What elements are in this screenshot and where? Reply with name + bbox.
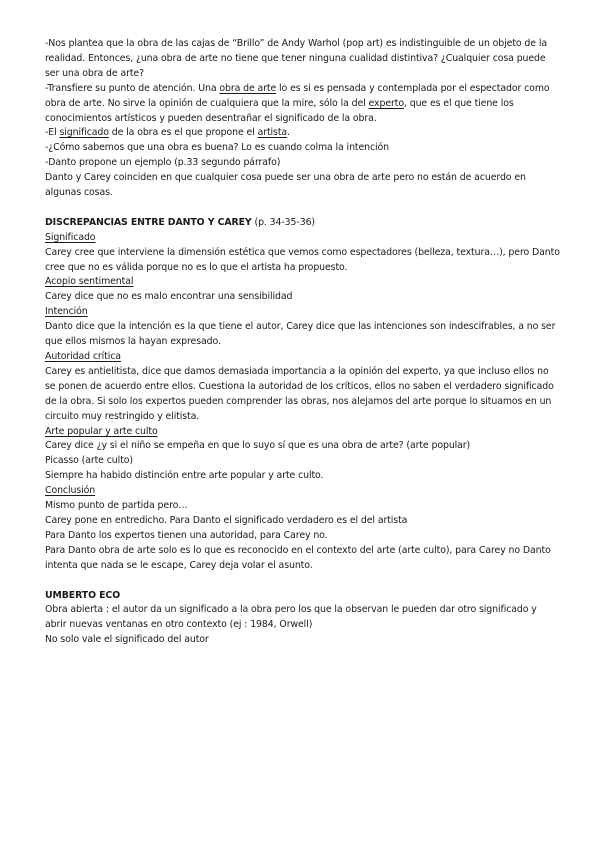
line-arte-popular: Carey dice ¿y si el niño se empeña en que lo suyo sí que es una obra de arte? (arte popular) [45, 440, 471, 452]
page-reference: (p. 34-35-36) [251, 216, 315, 228]
paragraph-autor: No solo vale el significado del autor [45, 634, 209, 646]
line-conclusion-3: Para Danto los expertos tienen una autoridad, para Carey no. [45, 529, 328, 541]
document-body [45, 37, 560, 648]
spacer [45, 201, 560, 216]
line-conclusion-2: Carey pone en entredicho. Para Danto el significado verdadero es el del artista [45, 514, 408, 526]
paragraph-agreement: Danto y Carey coinciden en que cualquier cosa puede ser una obra de arte pero no están de acuerdo en algunas cosas. [45, 172, 526, 199]
section-heading-discrepancias: DISCREPANCIAS ENTRE DANTO Y CAREY (p. 34-35-36) [45, 216, 315, 228]
paragraph-intencion: Danto dice que la intención es la que tiene el autor, Carey dice que las intenciones son indescifrables, a no ser que ellos mismos la hayan expresado. [45, 321, 556, 348]
paragraph-acopio: Carey dice que no es malo encontrar una sensibilidad [45, 291, 293, 303]
subheading-acopio-sentimental: Acopio sentimental [45, 276, 134, 288]
subheading-autoridad-critica: Autoridad crítica [45, 351, 121, 363]
paragraph-significado: Carey cree que interviene la dimensión estética que vemos como espectadores (belleza, textura…), pero Danto cree que no es válida porque no es lo que el artista ha propuesto. [45, 246, 560, 273]
paragraph-brillo-boxes: -Nos plantea que la obra de las cajas de “Brillo” de Andy Warhol (pop art) es indistinguible de un objeto de la realidad. Entonces, ¿una obra de arte no tiene que tener ninguna cualidad distintiva? ¿Cualquier cosa puede ser una obra de arte? [45, 38, 547, 79]
underlined-term-artista: artista [257, 127, 288, 139]
underlined-term-experto: experto [368, 97, 404, 109]
paragraph-example: -Danto propone un ejemplo (p.33 segundo párrafo) [45, 157, 281, 169]
subheading-significado: Significado [45, 231, 96, 243]
subheading-conclusion: Conclusión [45, 485, 96, 497]
subheading-arte-popular-culto: Arte popular y arte culto [45, 425, 158, 437]
paragraph-autoridad: Carey es antielitista, dice que damos demasiada importancia a la opinión del experto, ya que incluso ellos no se ponen de acuerdo entre ellos. Cuestiona la autoridad de los críticos, ellos no saben el verdadero significado de la obra. Si solo los expertos pueden comprender las obras, nos alejamos del arte porque lo situamos en un circuito muy restringido y elitista. [45, 365, 554, 422]
spacer [45, 574, 560, 589]
paragraph-attention-shift: -Transfiere su punto de atención. Una obra de arte lo es si es pensada y contemplada por el espectador como obra de arte. No sirve la opinión de cualquiera que la mire, sólo la del experto, que es el que tiene los conocimientos artísticos y pueden desentrañar el significado de la obra. [45, 82, 550, 124]
subheading-intencion: Intención [45, 306, 88, 318]
line-conclusion-1: Mismo punto de partida pero… [45, 500, 188, 512]
line-conclusion-4: Para Danto obra de arte solo es lo que es reconocido en el contexto del arte (arte culto), para Carey no Danto intenta que nada se le escape, Carey deja volar el asunto. [45, 544, 551, 571]
paragraph-meaning: -El significado de la obra es el que propone el artista. [45, 127, 290, 139]
underlined-term-significado: significado [59, 127, 109, 139]
underlined-term-obra-de-arte: obra de arte [219, 82, 277, 94]
paragraph-obra-abierta: Obra abierta : el autor da un significado a la obra pero los que la observan le pueden dar otro significado y abrir nuevas ventanas en otro contexto (ej : 1984, Orwell) [45, 604, 537, 631]
section-heading-umberto-eco: UMBERTO ECO [45, 589, 121, 601]
paragraph-good-work: -¿Cómo sabemos que una obra es buena? Lo es cuando colma la intención [45, 142, 390, 154]
line-distincion: Siempre ha habido distinción entre arte popular y arte culto. [45, 470, 324, 482]
line-arte-culto: Picasso (arte culto) [45, 455, 133, 467]
